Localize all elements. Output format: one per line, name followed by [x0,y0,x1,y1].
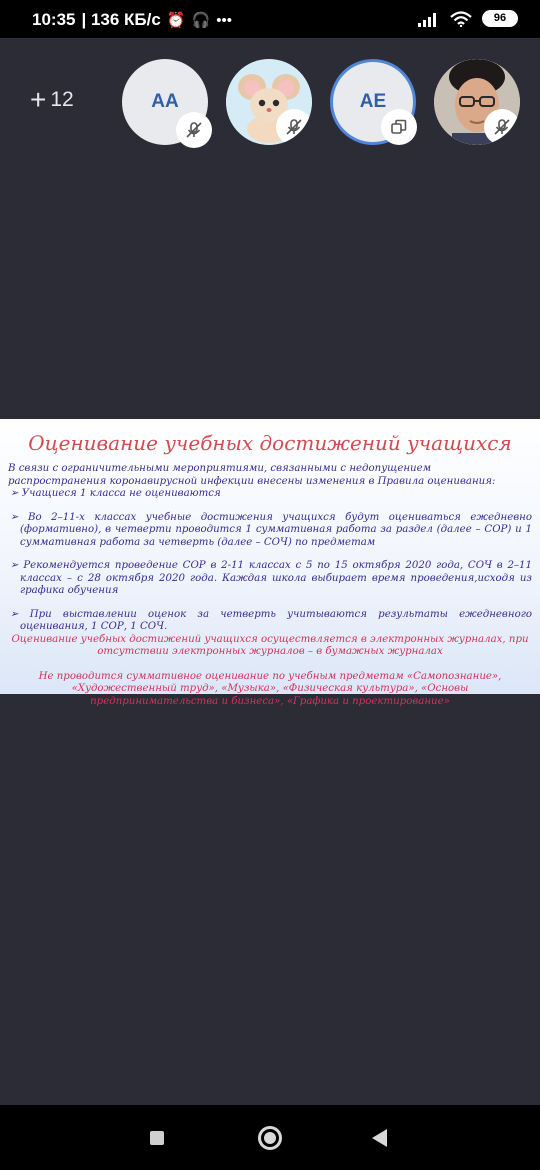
clock: 10:35 [32,10,76,29]
slide-body [8,463,532,708]
triangle-back-icon[interactable] [372,1129,387,1147]
slide-note-subjects: Не проводится суммативное оценивание по учебным предметам «Самопознание», «Художественный труд», «Музыка», «Физическая культура», «Основы предпринимательства и бизнеса», «Графика и проектирование» [38,670,502,707]
slide-bullet: ➢ Во 2–11-х классах учебные достижения учащихся будут оцениваться ежедневно (формативно), в четверти проводится 1 суммативная работа за раздел (далее – СОР) и 1 суммативная работа за четверть (далее – СОЧ) по предметам [10,511,533,548]
more-notifications-icon: ••• [216,11,232,29]
signal-icon [418,11,440,27]
screen-share-icon [381,109,417,145]
slide-bullet: ➢ Учащиеся 1 класса не оцениваются [10,488,221,499]
plus-icon: + [30,84,47,115]
system-nav-bar [0,1105,540,1170]
shared-presentation-slide[interactable] [0,419,540,707]
status-left [32,10,232,30]
slide-title: Оценивание учебных достижений учащихся [28,431,512,455]
mic-off-icon [484,109,520,145]
square-icon[interactable] [150,1131,164,1145]
slide-bullet: ➢ Рекомендуется проведение СОР в 2-11 классах с 5 по 15 октября 2020 года, СОЧ в 2–11 классах – с 28 октября 2020 года. Каждая школа выбирает время проведения,исходя из графика обучения [10,560,532,596]
status-right [418,10,518,27]
more-participants-button[interactable] [30,84,74,115]
avatar-initials: AA [151,91,179,112]
participant-avatar-aa[interactable] [122,59,208,145]
wifi-icon [450,11,472,27]
participant-avatar-person[interactable] [434,59,520,145]
alarm-icon: ⏰ [166,12,186,29]
network-speed: | 136 КБ/с [81,10,161,29]
avatar-initials: AE [359,91,387,112]
mic-off-icon [176,112,212,148]
status-bar [0,0,540,38]
participant-avatar-mouse[interactable] [226,59,312,145]
headphones-icon: 🎧 [191,12,211,29]
overflow-count: 12 [50,88,74,111]
participant-avatar-ae[interactable] [330,59,416,145]
slide-note-journals: Оценивание учебных достижений учащихся осуществляется в электронных журналах, при отсутствии электронных журналов – в бумажных журналах [11,633,529,657]
slide-bullet: ➢ При выставлении оценок за четверть учитываются результаты ежедневного оценивания, 1 СОР, 1 СОЧ. [10,608,532,632]
mic-off-icon [276,109,312,145]
battery-indicator: 96 [482,10,518,27]
slide-intro: В связи с ограничительными мероприятиями, связанными с недопущением распространения коронавирусной инфекции внесены изменения в Правила оценивания: [8,463,496,487]
circle-home-icon[interactable] [258,1126,282,1150]
